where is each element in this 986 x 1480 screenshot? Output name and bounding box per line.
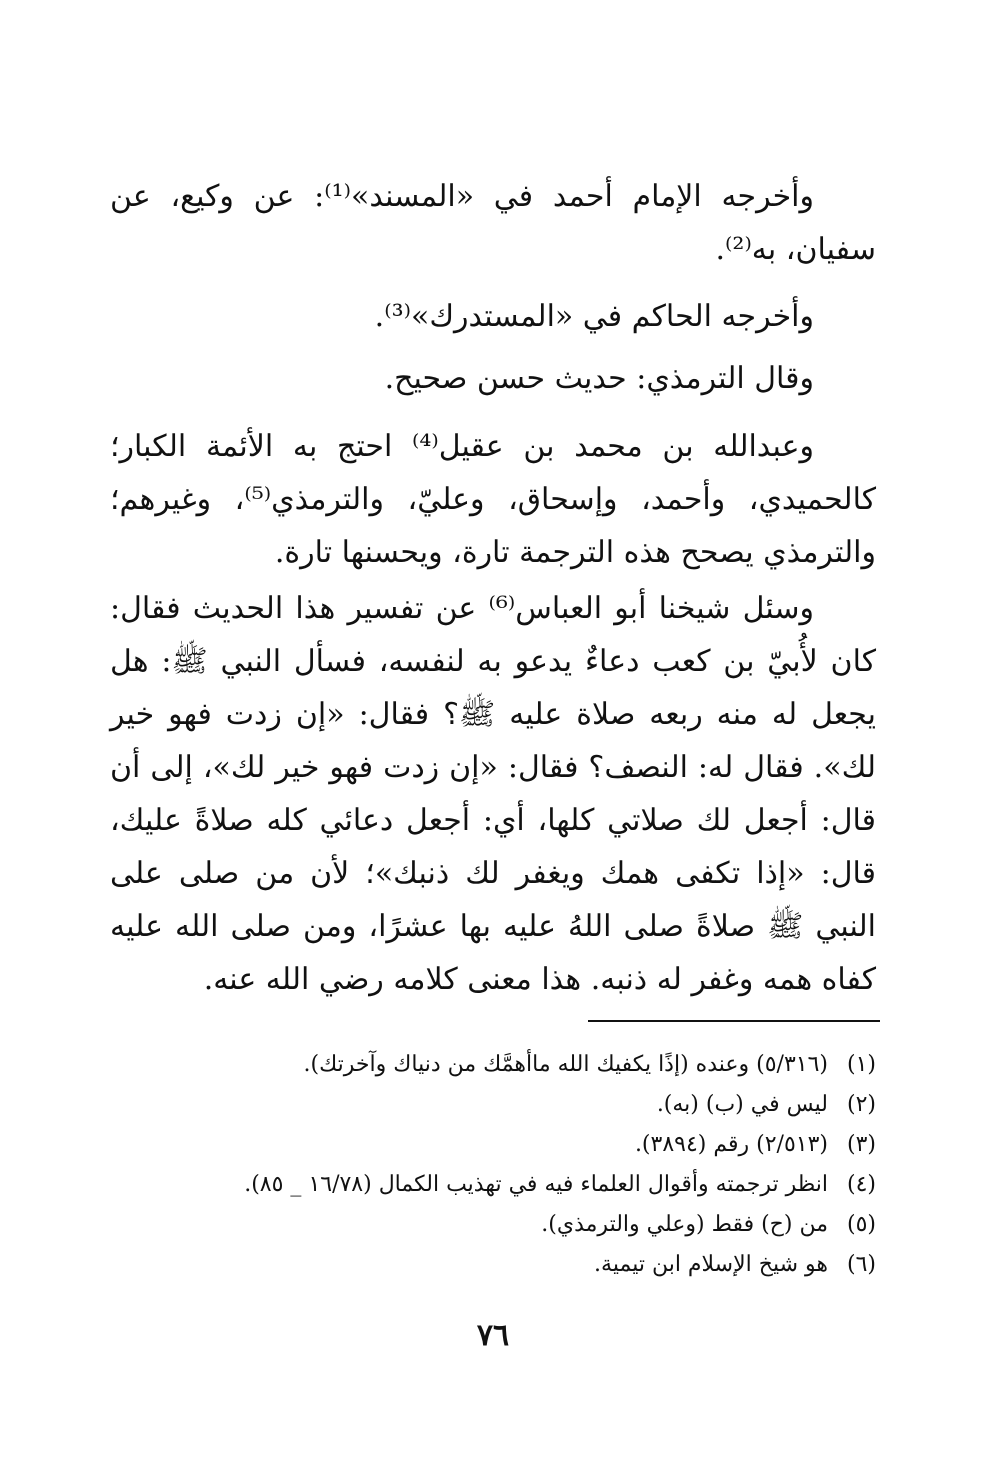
footnote-number: (٢) [846, 1092, 876, 1117]
paragraph-text: وقال الترمذي: حديث حسن صحيح. [384, 361, 814, 396]
paragraph-tirmidhi [110, 352, 876, 405]
footnote-number: (٦) [846, 1252, 876, 1277]
footnote-separator [588, 1020, 880, 1022]
footnote-item [116, 1045, 876, 1085]
paragraph-ibn-aqil [110, 420, 876, 579]
footnote-number: (٤) [846, 1172, 876, 1197]
footnote-number: (١) [846, 1052, 876, 1077]
footnotes-list [116, 1045, 876, 1285]
page-number: ٧٦ [476, 1318, 510, 1353]
footnote-item [116, 1205, 876, 1245]
paragraph-text: وأخرجه الحاكم في «المستدرك»⁽³⁾. [374, 299, 814, 334]
footnote-item [116, 1165, 876, 1205]
footnote-text: انظر ترجمته وأقوال العلماء فيه في تهذيب الكمال (١٦/٧٨ _ ٨٥). [244, 1172, 828, 1197]
footnote-item [116, 1245, 876, 1285]
paragraph-musnad [110, 170, 876, 276]
footnote-item [116, 1125, 876, 1165]
footnote-text: (٢/٥١٣) رقم (٣٨٩٤). [634, 1132, 828, 1157]
paragraph-text: وأخرجه الإمام أحمد في «المسند»⁽¹⁾: عن وكيع، عن سفيان، به⁽²⁾. [110, 179, 876, 267]
footnote-text: (٥/٣١٦) وعنده (إذًا يكفيك الله ماأهمَّك من دنياك وآخرتك). [303, 1052, 828, 1077]
paragraph-mustadrak [110, 290, 876, 343]
footnote-number: (٥) [846, 1212, 876, 1237]
footnote-text: ليس في (ب) (به). [656, 1092, 828, 1117]
paragraph-text: وسئل شيخنا أبو العباس⁽⁶⁾ عن تفسير هذا الحديث فقال: كان لأُبيّ بن كعب دعاءٌ يدعو به لنفسه، فسأل النبي ﷺ: هل يجعل له منه ربعه صلاة عليه ﷺ؟ فقال: «إن زدت فهو خير لك». فقال له: النصف؟ فقال: «إن زدت فهو خير لك»، إلى أن قال: أجعل لك صلاتي كلها، أي: أجعل دعائي كله صلاةً عليك، قال: «إذا تكفى همك ويغفر لك ذنبك»؛ لأن من صلى على النبي ﷺ صلاةً صلى اللهُ عليه بها عشرًا، ومن صلى الله عليه كفاه همه وغفر له ذنبه. هذا معنى كلامه رضي الله عنه. [110, 591, 876, 997]
footnote-text: من (ح) فقط (وعلي والترمذي). [541, 1212, 828, 1237]
paragraph-abu-abbas [110, 582, 876, 1006]
footnote-number: (٣) [846, 1132, 876, 1157]
paragraph-text: وعبدالله بن محمد بن عقيل⁽⁴⁾ احتج به الأئمة الكبار؛ كالحميدي، وأحمد، وإسحاق، وعليّ، والترمذي⁽⁵⁾، وغيرهم؛ والترمذي يصحح هذه الترجمة تارة، ويحسنها تارة. [110, 429, 876, 570]
footnote-item [116, 1085, 876, 1125]
footnote-text: هو شيخ الإسلام ابن تيمية. [594, 1252, 828, 1277]
